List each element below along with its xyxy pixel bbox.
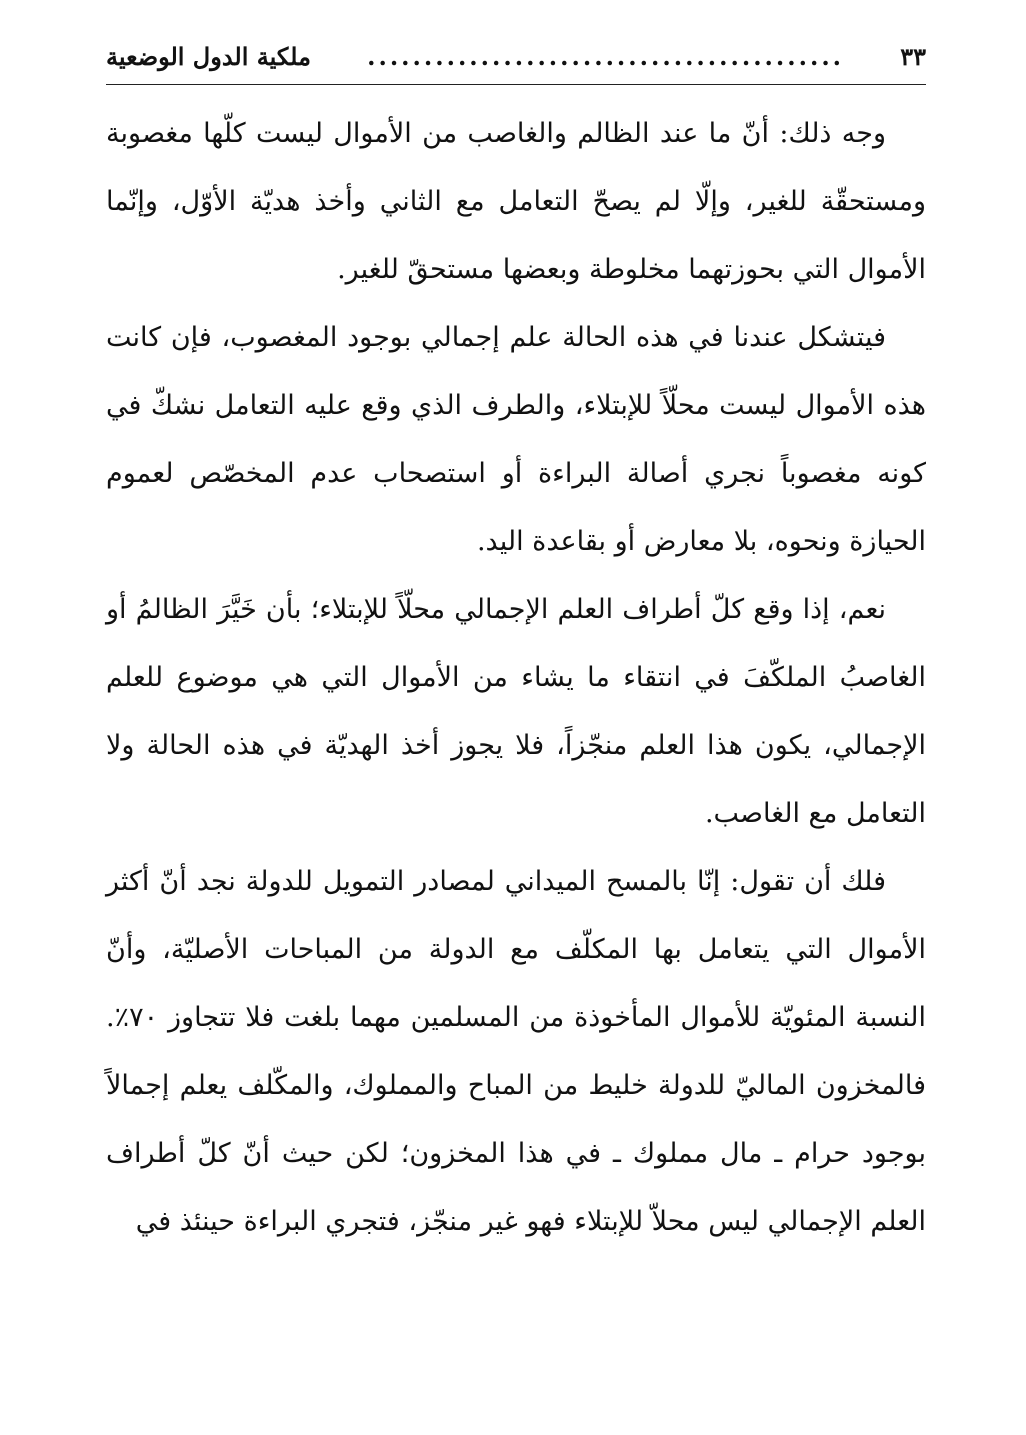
paragraph-2: فيتشكل عندنا في هذه الحالة علم إجمالي بوجود المغصوب، فإن كانت هذه الأموال ليست محلّاً للإبتلاء، والطرف الذي وقع عليه التعامل نشكّ في كونه مغصوباً نجري أصالة البراءة أو استصحاب عدم المخصّص لعموم الحيازة ونحوه، بلا معارض أو بقاعدة اليد.	[106, 322, 926, 557]
running-header	[106, 30, 926, 82]
paragraph-4: فلك أن تقول: إنّا بالمسح الميداني لمصادر التمويل للدولة نجد أنّ أكثر الأموال التي يتعامل بها المكلّف مع الدولة من المباحات الأصليّة، وأنّ النسبة المئويّة للأموال المأخوذة من المسلمين مهما بلغت فلا تتجاوز ٧٠٪. فالمخزون الماليّ للدولة خليط من المباح والمملوك، والمكّلف يعلم إجمالاً بوجود حرام ـ مال مملوك ـ في هذا المخزون؛ لكن حيث أنّ كلّ أطراف العلم الإجمالي ليس محلاّ للإبتلاء فهو غير منجّز، فتجري البراءة حينئذ في	[106, 866, 926, 1237]
paragraph-3: نعم، إذا وقع كلّ أطراف العلم الإجمالي محلّاً للإبتلاء؛ بأن خَيَّرَ الظالمُ أو الغاصبُ الملكّفَ في انتقاء ما يشاء من الأموال التي هي موضوع للعلم الإجمالي، يكون هذا العلم منجّزاً، فلا يجوز أخذ الهديّة في هذه الحالة ولا التعامل مع الغاصب.	[106, 594, 926, 829]
running-header-title: ملكية الدول الوضعية	[106, 41, 311, 71]
header-leader-dots: ..........................................	[367, 41, 845, 71]
header-divider	[106, 84, 926, 85]
body-text	[106, 100, 926, 1256]
page-number: ٣٣	[900, 41, 926, 71]
paragraph-1: وجه ذلك: أنّ ما عند الظالم والغاصب من الأموال ليست كلّها مغصوبة ومستحقّة للغير، وإلّا لم يصحّ التعامل مع الثاني وأخذ هديّة الأوّل، وإنّما الأموال التي بحوزتهما مخلوطة وبعضها مستحقّ للغير.	[106, 118, 926, 285]
